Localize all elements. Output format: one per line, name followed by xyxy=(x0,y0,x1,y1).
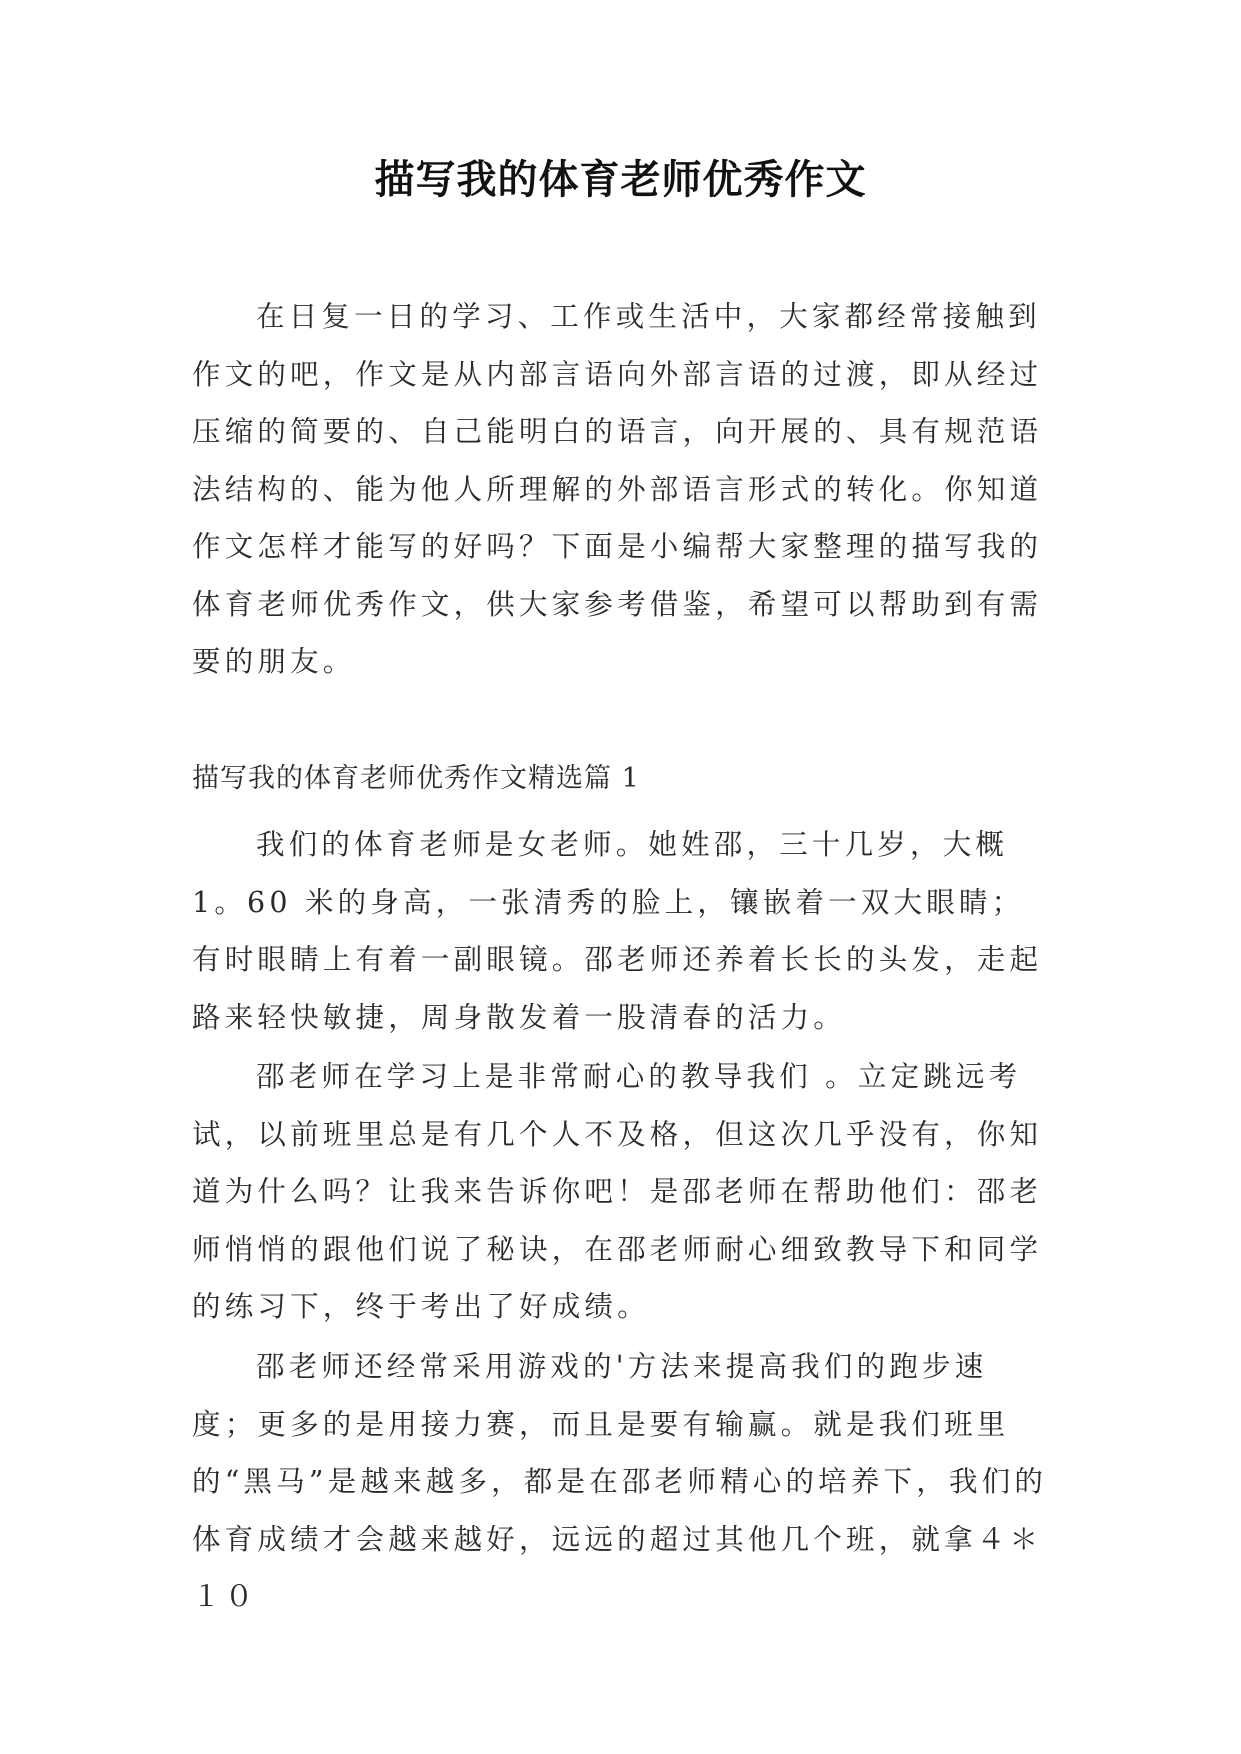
intro-paragraph: 在日复一日的学习、工作或生活中，大家都经常接触到作文的吧，作文是从内部言语向外部言语的过渡，即从经过压缩的简要的、自己能明白的语言，向开展的、具有规范语法结构的、能为他人所理解的外部语言形式的转化。你知道作文怎样才能写的好吗？下面是小编帮大家整理的描写我的体育老师优秀作文，供大家参考借鉴，希望可以帮助到有需要的朋友。 xyxy=(192,300,1043,678)
body-paragraph: 邵老师在学习上是非常耐心的教导我们 。立定跳远考试，以前班里总是有几个人不及格，但这次几乎没有，你知道为什么吗？让我来告诉你吧！是邵老师在帮助他们：邵老师悄悄的跟他们说了秘诀，在邵老师耐心细致教导下和同学的练习下，终于考出了好成绩。 xyxy=(192,1060,1043,1323)
document-title: 描写我的体育老师优秀作文 xyxy=(374,157,867,203)
body-paragraph: 我们的体育老师是女老师。她姓邵，三十几岁，大概 1。60 米的身高，一张清秀的脸上，镶嵌着一双大眼睛；有时眼睛上有着一副眼镜。邵老师还养着长长的头发，走起路来轻快敏捷，周身散发着一股清春的活力。 xyxy=(192,828,1043,1034)
section-heading: 描写我的体育老师优秀作文精选篇 1 xyxy=(192,763,640,794)
body-paragraph: 邵老师还经常采用游戏的'方法来提高我们的跑步速度；更多的是用接力赛，而且是要有输赢。就是我们班里的“黑马”是越来越多，都是在邵老师精心的培养下，我们的体育成绩才会越来越好，远远的超过其他几个班，就拿４＊１０ xyxy=(192,1350,1048,1613)
